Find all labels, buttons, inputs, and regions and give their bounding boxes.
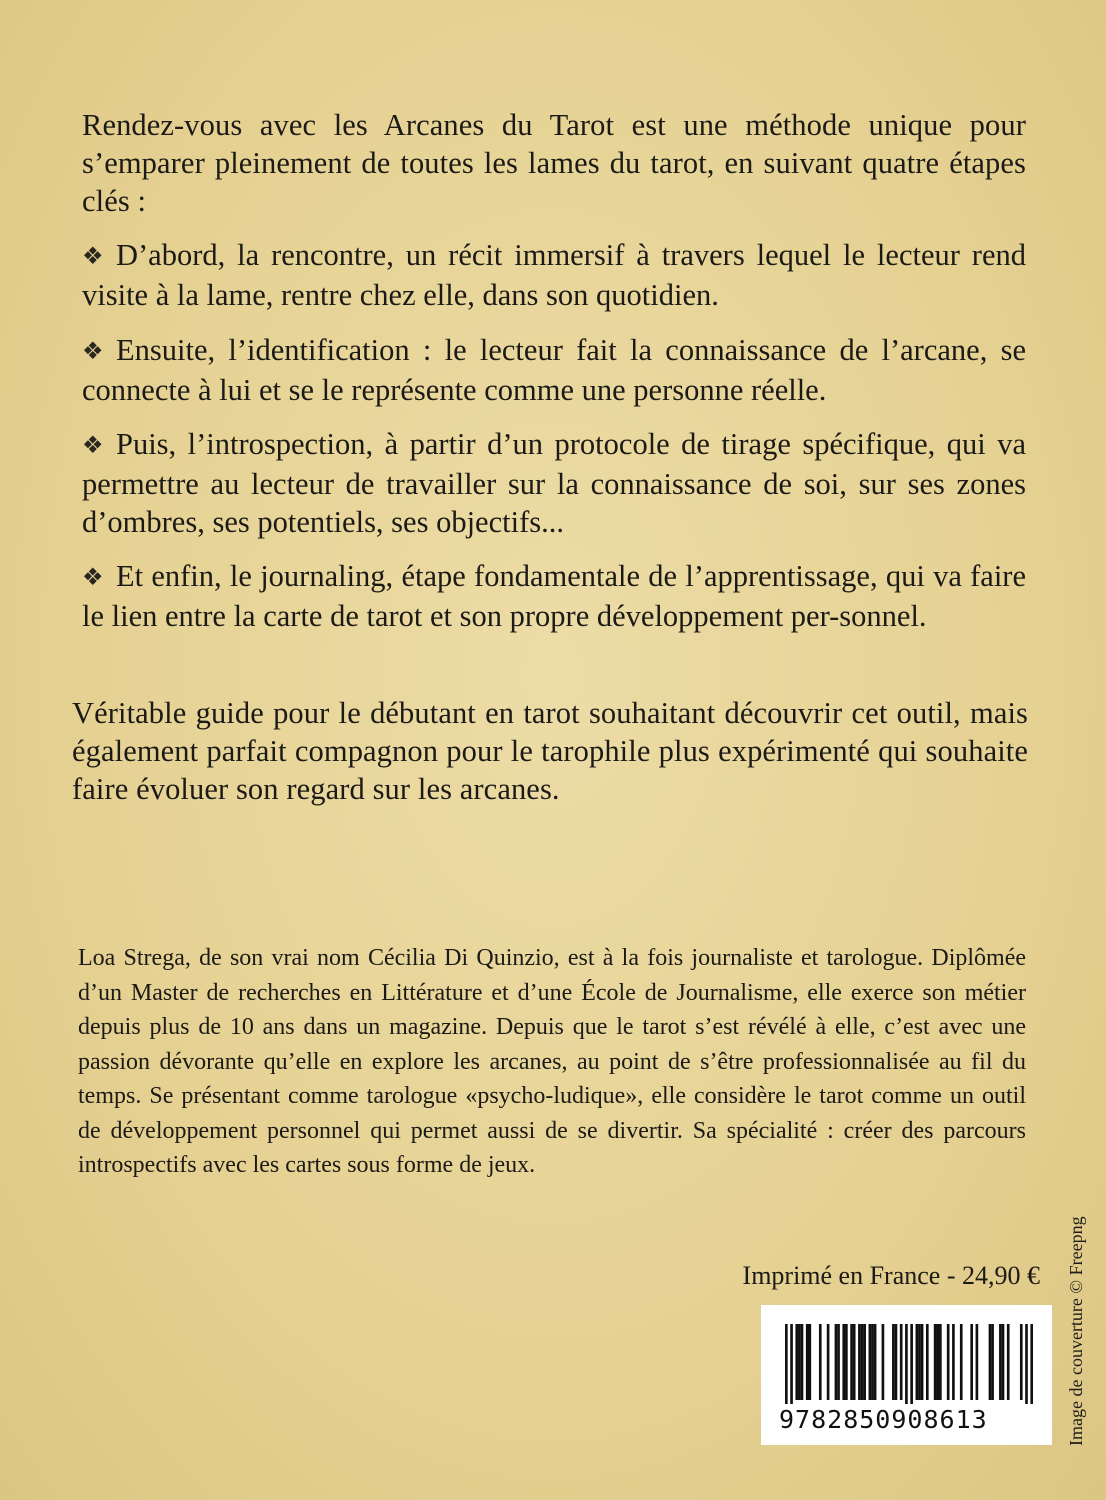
- barcode-bar: [895, 1324, 898, 1400]
- barcode-bar: [853, 1324, 856, 1400]
- barcode-bar: [892, 1324, 895, 1400]
- closing-paragraph: Véritable guide pour le débutant en tarot souhaitant découvrir cet outil, mais également parfait compagnon pour le tarophile plus expérimenté qui souhaite faire évoluer son regard sur les arcanes.: [72, 696, 1028, 806]
- barcode-bar: [900, 1324, 903, 1400]
- barcode-bar: [806, 1324, 809, 1400]
- barcode-bar: [850, 1324, 853, 1400]
- barcode-bar: [827, 1324, 830, 1400]
- four-petal-ornament-icon: ❖: [82, 339, 104, 365]
- step-list-item: [82, 557, 1026, 635]
- barcode-bar: [910, 1324, 913, 1404]
- barcode-bar: [837, 1324, 840, 1400]
- four-petal-ornament-icon: ❖: [82, 433, 104, 459]
- barcode-bar: [845, 1324, 848, 1400]
- barcode-bar: [842, 1324, 845, 1400]
- barcode-bar: [1007, 1324, 1010, 1400]
- isbn-barcode: [761, 1305, 1052, 1445]
- barcode-bar: [869, 1324, 872, 1400]
- step-text: Et enfin, le journaling, étape fondamentale de l’apprentissage, qui va faire le lien entre la carte de tarot et son propre développement per-sonnel.: [82, 559, 1026, 633]
- barcode-bar: [798, 1324, 801, 1400]
- barcode-bar: [1025, 1324, 1028, 1404]
- barcode-bar: [916, 1324, 919, 1400]
- barcode-bar: [926, 1324, 929, 1400]
- price-line: Imprimé en France - 24,90 €: [742, 1261, 1040, 1290]
- barcode-bar: [947, 1324, 950, 1400]
- step-list-item: [82, 331, 1026, 409]
- barcode-bar: [801, 1324, 804, 1400]
- barcode-bar: [835, 1324, 838, 1400]
- barcode-bar: [991, 1324, 994, 1400]
- barcode-bar: [785, 1324, 788, 1404]
- barcode-bar: [1030, 1324, 1033, 1404]
- barcode-bar: [934, 1324, 937, 1400]
- barcode-bar: [1020, 1324, 1023, 1400]
- intro-paragraph: Rendez-vous avec les Arcanes du Tarot est une méthode unique pour s’emparer pleinement de toutes les lames du tarot, en suivant quatre étapes clés :: [82, 108, 1026, 218]
- barcode-bar: [970, 1324, 973, 1400]
- barcode-bar: [882, 1324, 885, 1400]
- step-text: D’abord, la rencontre, un récit immersif à travers lequel le lecteur rend visite à la lame, rentre chez elle, dans son quotidien.: [82, 238, 1026, 312]
- barcode-bar: [936, 1324, 939, 1400]
- barcode-bar: [874, 1324, 877, 1400]
- four-petal-ornament-icon: ❖: [82, 244, 104, 270]
- cover-image-credit: Image de couverture © Freepng: [1066, 1216, 1086, 1446]
- step-text: Puis, l’introspection, à partir d’un protocole de tirage spécifique, qui va permettre au lecteur de travailler sur la connaissance de soi, sur ses zones d’ombres, ses potentiels, ses objectifs...: [82, 427, 1026, 539]
- barcode-bar: [795, 1324, 798, 1400]
- step-list-item: [82, 425, 1026, 541]
- barcode-bar: [790, 1324, 793, 1404]
- barcode-bar: [905, 1324, 908, 1404]
- barcode-bar: [989, 1324, 992, 1400]
- step-list-item: [82, 236, 1026, 314]
- barcode-bar: [863, 1324, 866, 1400]
- barcode-bar: [819, 1324, 822, 1400]
- step-text: Ensuite, l’identification : le lecteur fait la connaissance de l’arcane, se connecte à lui et se le représente comme une personne réelle.: [82, 333, 1026, 407]
- barcode-bar: [921, 1324, 924, 1400]
- barcode-bar: [858, 1324, 861, 1400]
- barcode-bar: [952, 1324, 955, 1400]
- author-bio: Loa Strega, de son vrai nom Cécilia Di Quinzio, est à la fois journaliste et tarologue. Diplômée d’un Master de recherches en Littérature et d’une École de Journalisme, elle exerce son métier depuis plus de 10 ans dans un magazine. Depuis que le tarot s’est révélé à elle, c’est avec une passion dévorante qu’elle en explore les arcanes, au point de s’être professionnalisée au fil du temps. Se présentant comme tarologue «psycho-ludique», elle considère le tarot comme un outil de développement personnel qui permet aussi de se divertir. Sa spécialité : créer des parcours introspectifs avec les cartes sous forme de jeux.: [78, 945, 1026, 1178]
- barcode-bar: [808, 1324, 811, 1400]
- isbn-digits: 9782850908613: [779, 1405, 988, 1434]
- barcode-bar: [861, 1324, 864, 1400]
- barcode-bar: [976, 1324, 979, 1400]
- barcode-bar: [999, 1324, 1002, 1400]
- barcode-bar: [939, 1324, 942, 1400]
- four-petal-ornament-icon: ❖: [82, 565, 104, 591]
- barcode-bar: [918, 1324, 921, 1400]
- barcode-bar: [960, 1324, 963, 1400]
- barcode-bar: [871, 1324, 874, 1400]
- barcode-bars: [785, 1324, 1033, 1404]
- barcode-bar: [1002, 1324, 1005, 1400]
